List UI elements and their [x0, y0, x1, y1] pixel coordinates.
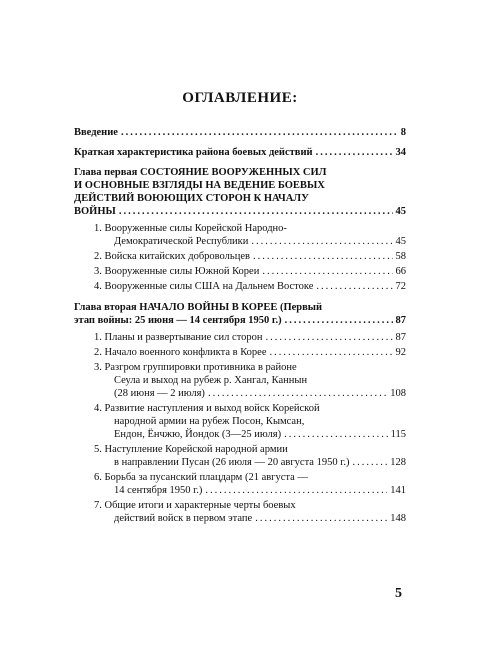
page-number: 5 — [395, 586, 402, 601]
toc-section-1-1[interactable] — [94, 222, 406, 248]
toc-page-number: 141 — [390, 485, 406, 496]
toc-entry-text: 2. Начало военного конфликта в Корее — [94, 347, 267, 358]
toc-section-2-3[interactable] — [94, 361, 406, 400]
toc-entry-text: 6. Борьба за пусанский плацдарм (21 августа — — [94, 472, 308, 483]
dot-leader — [262, 265, 392, 278]
toc-entry-text: Глава первая СОСТОЯНИЕ ВООРУЖЕННЫХ СИЛ — [74, 167, 327, 178]
toc-section-2-5[interactable] — [94, 443, 406, 469]
toc-entry-chapter-1[interactable] — [74, 166, 406, 218]
toc-entry-text: Введение — [74, 127, 118, 138]
dot-leader — [284, 428, 388, 441]
dot-leader — [266, 331, 393, 344]
toc-entry-text: 4. Вооруженные силы США на Дальнем Востоке — [94, 281, 314, 292]
toc-entry-text: 14 сентября 1950 г.) — [114, 485, 203, 496]
toc-entry-text: Демократической Республики — [114, 236, 249, 247]
dot-leader — [253, 250, 393, 263]
toc-page-number: 45 — [395, 206, 406, 217]
toc-entry-text: этап войны: 25 июня — 14 сентября 1950 г.) — [74, 315, 282, 326]
toc-entry-text: 1. Планы и развертывание сил сторон — [94, 332, 263, 343]
toc-page-number: 72 — [395, 281, 406, 292]
toc-section-1-3[interactable] — [94, 265, 406, 278]
toc-section-1-4[interactable] — [94, 280, 406, 293]
toc-entry-text: Сеула и выход на рубеж р. Хангал, Каннын — [114, 375, 308, 386]
toc-entry-text: народной армии на рубеж Посон, Кымсан, — [114, 416, 305, 427]
dot-leader — [316, 146, 393, 159]
dot-leader — [208, 387, 387, 400]
toc-page-number: 128 — [390, 457, 406, 468]
dot-leader — [205, 484, 387, 497]
toc-entry-text: 5. Наступление Корейской народной армии — [94, 444, 288, 455]
toc-page-number: 58 — [395, 251, 406, 262]
toc-entry-intro[interactable] — [74, 126, 406, 139]
toc-entry-text: 1. Вооруженные силы Корейской Народно- — [94, 223, 287, 234]
toc-entry-chapter-2[interactable] — [74, 301, 406, 327]
toc-entry-text: ВОЙНЫ — [74, 206, 116, 217]
toc-entry-text: Ендон, Ёнчжю, Йондок (3—25 июля) — [114, 429, 282, 440]
toc-entry-text: в направлении Пусан (26 июля — 20 августа 1950 г.) — [114, 457, 350, 468]
toc-section-2-6[interactable] — [94, 471, 406, 497]
dot-leader — [285, 314, 393, 327]
dot-leader — [121, 126, 398, 139]
page-title: ОГЛАВЛЕНИЕ: — [182, 90, 298, 106]
toc-section-1-2[interactable] — [94, 250, 406, 263]
toc-page-number: 34 — [395, 147, 406, 158]
toc-page-number: 87 — [395, 332, 406, 343]
dot-leader — [251, 235, 392, 248]
toc-entry-text: ДЕЙСТВИЙ ВОЮЮЩИХ СТОРОН К НАЧАЛУ — [74, 193, 309, 204]
toc-page-number: 87 — [395, 315, 406, 326]
toc-entry-text: И ОСНОВНЫЕ ВЗГЛЯДЫ НА ВЕДЕНИЕ БОЕВЫХ — [74, 180, 325, 191]
toc-entry-text: 2. Войска китайских добровольцев — [94, 251, 250, 262]
toc-section-2-1[interactable] — [94, 331, 406, 344]
dot-leader — [270, 346, 393, 359]
toc-entry-brief[interactable] — [74, 146, 406, 159]
toc-entry-text: 7. Общие итоги и характерные черты боевых — [94, 500, 296, 511]
toc-section-2-7[interactable] — [94, 499, 406, 525]
toc-page-number: 108 — [390, 388, 406, 399]
toc-entry-text: 4. Развитие наступления и выход войск Корейской — [94, 403, 320, 414]
toc-page-number: 148 — [390, 513, 406, 524]
toc-page-number: 45 — [395, 236, 406, 247]
toc-page-number: 66 — [395, 266, 406, 277]
toc-entry-text: 3. Вооруженные силы Южной Кореи — [94, 266, 260, 277]
toc-section-2-4[interactable] — [94, 402, 406, 441]
toc-entry-text: действий войск в первом этапе — [114, 513, 253, 524]
dot-leader — [316, 280, 392, 293]
toc-page-number: 92 — [395, 347, 406, 358]
toc-page-number: 115 — [390, 429, 406, 440]
toc-entry-text: 3. Разгром группировки противника в районе — [94, 362, 297, 373]
dot-leader — [352, 456, 387, 469]
dot-leader — [255, 512, 387, 525]
toc-entry-text: Глава вторая НАЧАЛО ВОЙНЫ В КОРЕЕ (Первый — [74, 302, 323, 313]
toc-entry-text: (28 июня — 2 июля) — [114, 388, 205, 399]
toc-page-number: 8 — [400, 127, 406, 138]
toc-section-2-2[interactable] — [94, 346, 406, 359]
table-of-contents — [74, 126, 406, 527]
dot-leader — [119, 205, 393, 218]
toc-entry-text: Краткая характеристика района боевых действий — [74, 147, 313, 158]
